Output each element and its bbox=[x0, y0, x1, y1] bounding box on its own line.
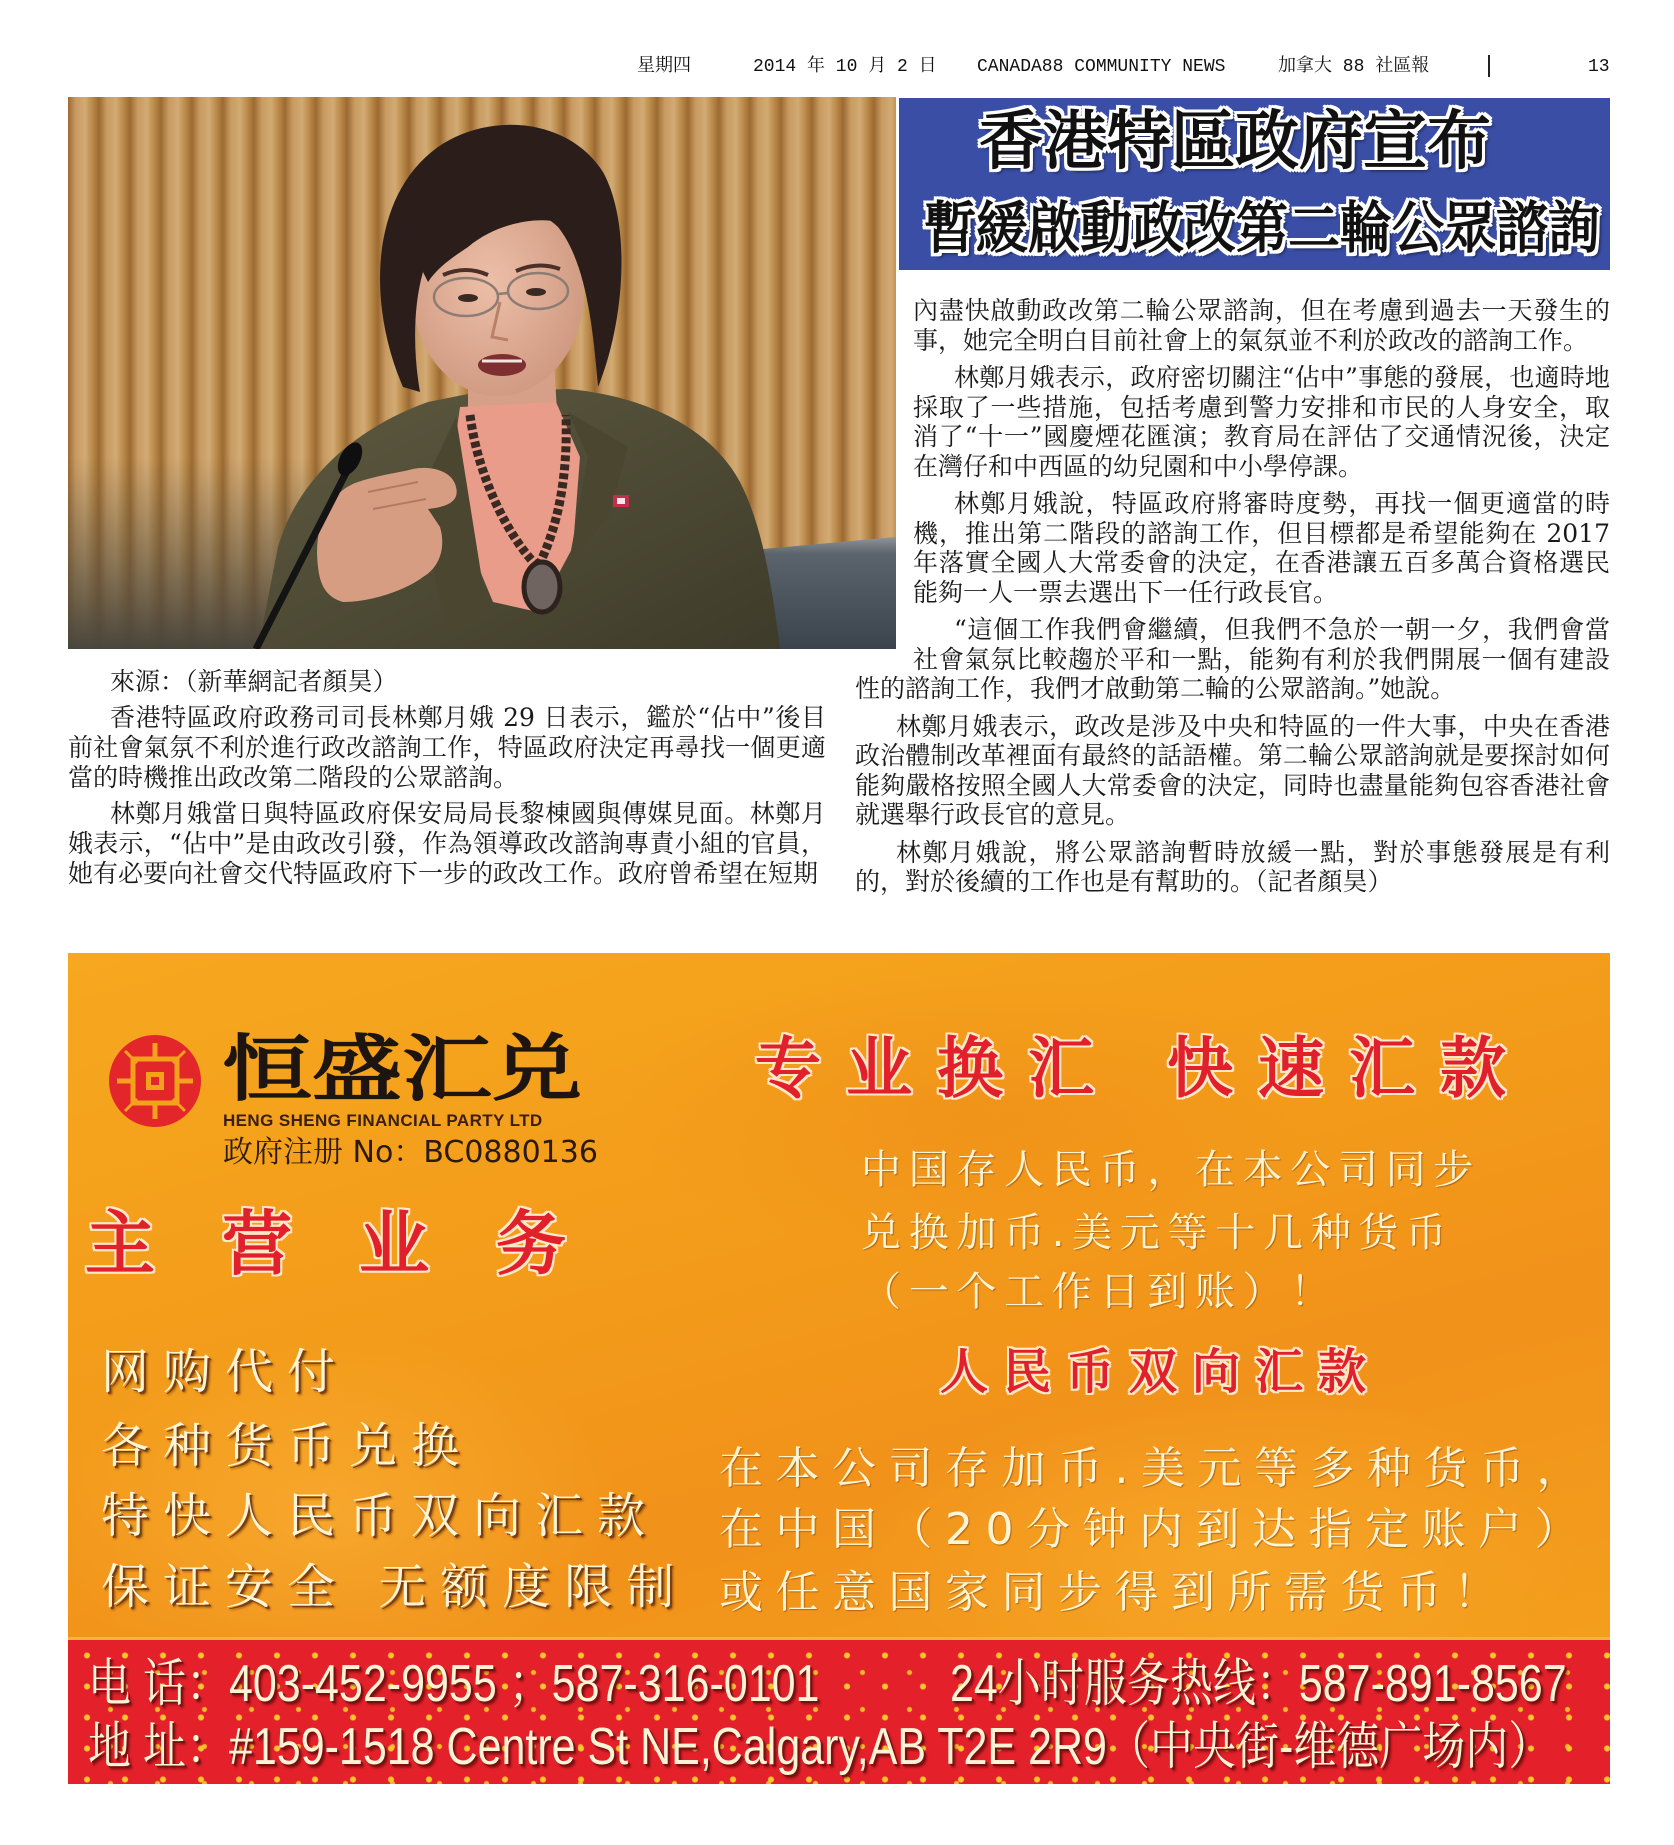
feature-line: 或任意国家同步得到所需货币！ bbox=[719, 1567, 1510, 1618]
feature-line: 在中国（20分钟内到达指定账户） bbox=[719, 1504, 1591, 1555]
article-quote-paragraph: “這個工作我們會繼續，但我們不急於一朝一夕，我們會當社會氣氛比較趨於平和一點，能夠有利於我們開展一個有建設性的諮詢工作，我們才啟動第二輪的公眾諮詢。”她說。 bbox=[855, 615, 1610, 703]
address: 地 址：#159-1518 Centre St NE,Calgary,AB T2E 2R9（中央街-维德广场内） bbox=[88, 1718, 1552, 1776]
article-paragraph: 林鄭月娥表示，政改是涉及中央和特區的一件大事，中央在香港政治體制改革裡面有最終的話語權。第二輪公眾諮詢就是要探討如何能夠嚴格按照全國人大常委會的決定，同時也盡量能夠包容香港社會就選舉行政長官的意見。 bbox=[855, 711, 1610, 829]
contact-strip bbox=[68, 1637, 1610, 1784]
header-publication-en: CANADA88 COMMUNITY NEWS bbox=[977, 57, 1226, 77]
headline-line-2: 暫緩啟動政改第二輪公眾諮詢 bbox=[924, 196, 1601, 262]
registration-number: 政府注册 No：BC0880136 bbox=[223, 1135, 598, 1170]
headline-banner bbox=[899, 98, 1610, 270]
header-publication-zh: 加拿大 88 社區報 bbox=[1278, 57, 1430, 77]
article-paragraph: 香港特區政府政務司司長林鄭月娥 29 日表示，鑑於“佔中”後目前社會氣氛不利於進行政改諮詢工作，特區政府決定再尋找一個更適當的時機推出政改第二階段的公眾諮詢。 bbox=[68, 703, 826, 792]
services-title: 主营业务 bbox=[85, 1203, 633, 1285]
photo-wrap-spacer bbox=[855, 296, 913, 672]
ad-slogan: 专业换汇 快速汇款 bbox=[755, 1030, 1531, 1107]
service-item: 网购代付 bbox=[101, 1344, 350, 1400]
phone-numbers: 电 话：403-452-9955 ；587-316-0101 bbox=[88, 1655, 820, 1713]
article-right-column bbox=[855, 296, 1610, 897]
service-item: 特快人民币双向汇款 bbox=[101, 1488, 660, 1544]
article-photo-image bbox=[68, 97, 896, 649]
article-source: 來源：（新華網記者顏昊） bbox=[110, 667, 398, 696]
feature-title: 人民币双向汇款 bbox=[940, 1344, 1382, 1400]
headline-line-1: 香港特區政府宣布 bbox=[979, 105, 1491, 179]
service-item: 各种货币兑换 bbox=[101, 1418, 474, 1474]
article-paragraph: 林鄭月娥當日與特區政府保安局局長黎棟國與傳媒見面。林鄭月娥表示，“佔中”是由政改引發，作為領導政改諮詢專責小組的官員，她有必要向社會交代特區政府下一步的政改工作。政府曾希望在短期 bbox=[68, 799, 826, 888]
header-weekday: 星期四 bbox=[637, 57, 691, 77]
article-paragraph: 林鄭月娥說，將公眾諮詢暫時放緩一點，對於事態發展是有利的，對於後續的工作也是有幫助的。（記者顏昊） bbox=[855, 837, 1610, 896]
intro-line: 兑换加币.美元等十几种货币 bbox=[861, 1210, 1454, 1256]
company-logo-emblem-icon bbox=[107, 1033, 203, 1129]
article-paragraph: 林鄭月娥表示，政府密切關注“佔中”事態的發展，也適時地採取了一些措施，包括考慮到警力安排和市民的人身安全，取消了“十一”國慶煙花匯演；教育局在評估了交通情況後，決定在灣仔和中西區的幼兒園和中小學停課。 bbox=[913, 363, 1610, 481]
intro-line: 中国存人民币，在本公司同步 bbox=[861, 1147, 1482, 1193]
feature-line: 在本公司存加币.美元等多种货币， bbox=[719, 1443, 1593, 1494]
header-divider bbox=[1488, 55, 1490, 77]
company-name-en: HENG SHENG FINANCIAL PARTY LTD bbox=[223, 1111, 543, 1130]
intro-line: （一个工作日到账）！ bbox=[861, 1269, 1338, 1315]
service-item: 保证安全 无额度限制 bbox=[101, 1559, 689, 1615]
article-paragraph: 林鄭月娥說，特區政府將審時度勢，再找一個更適當的時機，推出第二階段的諮詢工作，但目標都是希望能夠在 2017 年落實全國人大常委會的決定，在香港讓五百多萬合資格選民能夠一人一票去選出下一任行政長官。 bbox=[913, 489, 1610, 607]
article-paragraph-continued: 內盡快啟動政改第二輪公眾諮詢，但在考慮到過去一天發生的事，她完全明白目前社會上的氣氛並不利於政改的諮詢工作。 bbox=[913, 296, 1610, 355]
header-date: 2014 年 10 月 2 日 bbox=[753, 57, 937, 77]
company-name-zh: 恒盛汇兑 bbox=[222, 1027, 583, 1111]
page-number: 13 bbox=[1588, 57, 1610, 77]
hotline: 24小时服务热线：587-891-8567 bbox=[950, 1655, 1567, 1713]
article-photo bbox=[68, 97, 896, 649]
article-left-column bbox=[68, 667, 826, 889]
advertisement-heng-sheng bbox=[68, 953, 1610, 1784]
